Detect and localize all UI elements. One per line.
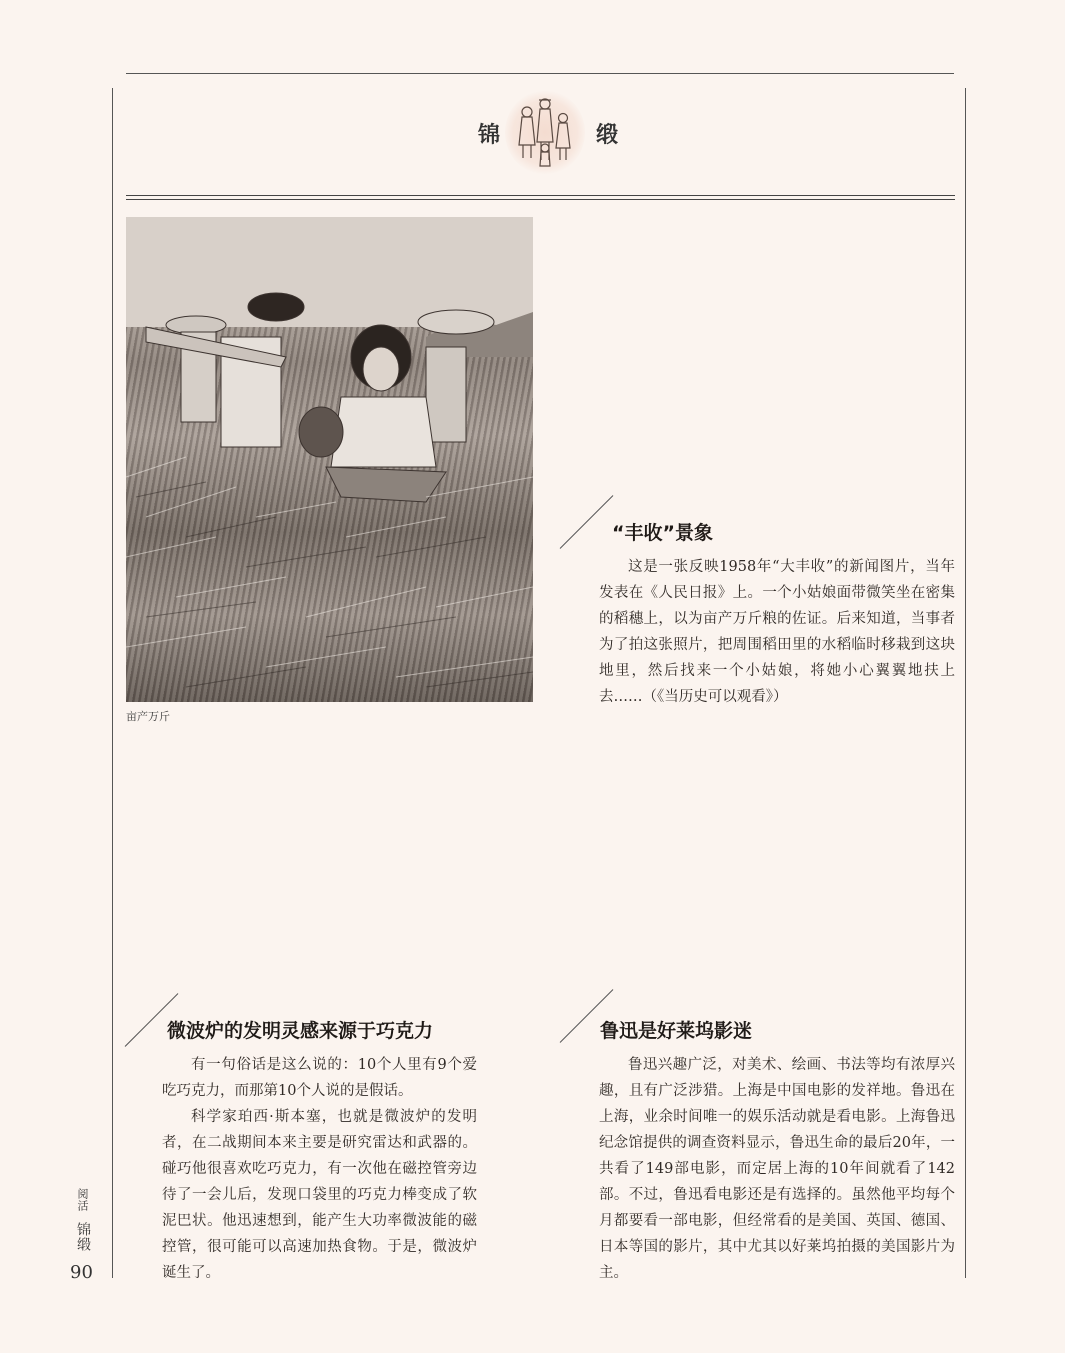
harvest-paragraph: 这是一张反映1958年“大丰收”的新闻图片，当年发表在《人民日报》上。一个小姑娘面带微笑坐在密集的稻穗上，以为亩产万斤粮的佐证。后来知道，当事者为了拍这张照片，把周围稻田里的水稻临时移栽到这块地里，然后找来一个小姑娘，将她小心翼翼地扶上去……（《当历史可以观看》） <box>599 559 955 705</box>
luxun-paragraph: 鲁迅兴趣广泛，对美术、绘画、书法等均有浓厚兴趣，且有广泛涉猎。上海是中国电影的发祥地。鲁迅在上海，业余时间唯一的娱乐活动就是看电影。上海鲁迅纪念馆提供的调查资料显示，鲁迅生命的最后20年，一共看了149部电影，而定居上海的10年间就看了142部。不过，鲁迅看电影还是有选择的。虽然他平均每个月都要看一部电影，但经常看的是美国、英国、德国、日本等国的影片，其中尤其以好莱坞拍摄的美国影片为主。 <box>599 1057 955 1281</box>
section-title-luxun: 鲁迅是好莱坞影迷 <box>600 1020 753 1042</box>
folk-figures-illustration-icon <box>505 90 585 175</box>
header-char-right: 缎 <box>596 122 619 148</box>
photo-caption: 亩产万斤 <box>126 710 170 723</box>
top-rule <box>126 73 954 74</box>
section-body-harvest <box>599 554 955 710</box>
page-number: 90 <box>70 1262 93 1283</box>
footer-magazine-name: 阅活 <box>76 1188 89 1212</box>
section-title-microwave: 微波炉的发明灵感来源于巧克力 <box>167 1020 434 1042</box>
section-body-microwave <box>162 1052 477 1286</box>
harvest-photo <box>126 217 533 702</box>
section-title-harvest: “丰收”景象 <box>612 522 713 544</box>
right-margin-rule <box>965 88 966 1278</box>
section-body-luxun <box>599 1052 955 1286</box>
footer-column-name: 锦缎 <box>75 1222 91 1252</box>
microwave-paragraph-2: 科学家珀西·斯本塞，也就是微波炉的发明者，在二战期间本来主要是研究雷达和武器的。碰巧他很喜欢吃巧克力，有一次他在磁控管旁边待了一会儿后，发现口袋里的巧克力棒变成了软泥巴状。他迅速想到，能产生大功率微波能的磁控管，很可能可以高速加热食物。于是，微波炉诞生了。 <box>162 1109 477 1281</box>
microwave-paragraph-1: 有一句俗话是这么说的：10个人里有9个爱吃巧克力，而那第10个人说的是假话。 <box>162 1057 477 1099</box>
header-rule-top <box>126 195 955 196</box>
left-margin-rule <box>112 88 113 1278</box>
harvest-photo-image <box>126 217 533 702</box>
header-emblem <box>505 90 585 175</box>
section-slash-harvest <box>560 495 614 549</box>
header-char-left: 锦 <box>478 122 501 148</box>
header-rule-bottom <box>126 199 955 200</box>
